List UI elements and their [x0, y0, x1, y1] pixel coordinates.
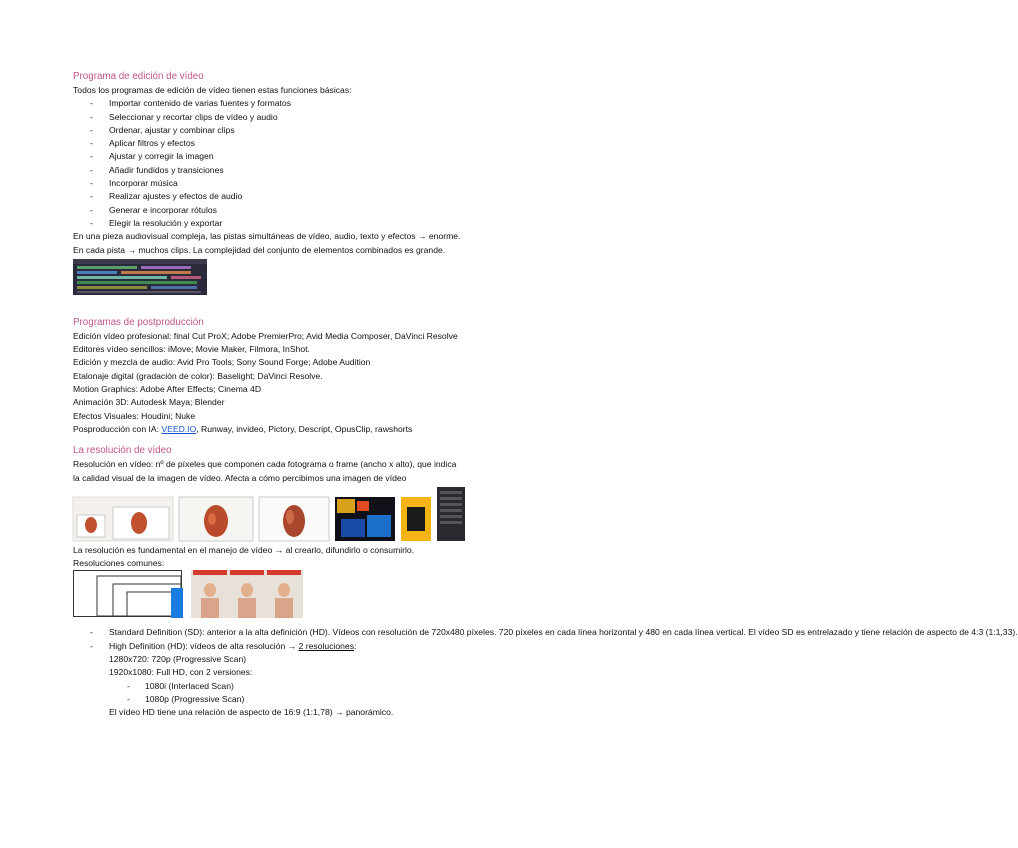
hd-1080-line: 1920x1080: Full HD, con 2 versiones: [109, 667, 253, 678]
hd-prefix: High Definition (HD): vídeos de alta resolución → [109, 640, 299, 651]
list-item: - Elegir la resolución y exportar [73, 217, 543, 230]
paragraph: En cada pista → muchos clips. La complejidad del conjunto de elementos combinados es grande. [73, 244, 446, 255]
resolution-sample-image [179, 497, 253, 541]
paragraph: Motion Graphics: Adobe After Effects; Cinema 4D [73, 384, 262, 395]
paragraph: Efectos Visuales: Houdini; Nuke [73, 410, 196, 421]
hd-720-line: 1280x720: 720p (Progressive Scan) [109, 654, 247, 665]
editing-timeline-image [73, 259, 207, 295]
hd-resolutions-link: 2 resoluciones [298, 640, 355, 651]
list-item-sd: - Standard Definition (SD): anterior a la alta definición (HD). Vídeos con resolución de 720x480 píxeles. 720 píxeles en cada línea horizontal y 480 en cada línea vertical. El vídeo SD es entrelazado y tiene relación de aspecto de 4:3 (1:1,33). [73, 626, 507, 639]
ai-suffix: , Runway, invideo, Pictory, Descript, OpusClip, rawshorts [196, 423, 413, 434]
section-title-editing: Programa de edición de vídeo [73, 71, 204, 82]
paragraph-ai [73, 423, 543, 436]
paragraph: Animación 3D: Autodesk Maya; Blender [73, 397, 225, 408]
hd-suffix: : [354, 640, 357, 651]
list-item-hd [73, 640, 543, 653]
hd-1080i-item: - 1080i (Interlaced Scan) [73, 680, 543, 693]
document-page [73, 70, 1018, 720]
resolution-images-row [73, 487, 543, 541]
paragraph: La resolución es fundamental en el manejo de vídeo → al crearlo, difundirlo o consumirlo. [73, 544, 415, 555]
list-item: - Seleccionar y recortar clips de vídeo y audio [73, 111, 543, 124]
resolution-portraits-image [191, 570, 303, 618]
list-item: - Ajustar y corregir la imagen [73, 150, 543, 163]
list-item: - Aplicar filtros y efectos [73, 137, 543, 150]
paragraph: la calidad visual de la imagen de vídeo. Afecta a cómo percibimos una imagen de vídeo [73, 472, 407, 483]
resolution-frame-diagram [73, 570, 183, 618]
veed-link[interactable]: VEED.IO [161, 423, 197, 434]
list-item: - Ordenar, ajustar y combinar clips [73, 124, 543, 137]
hd-1080p-item: - 1080p (Progressive Scan) [73, 693, 543, 706]
section-title-resolution: La resolución de vídeo [73, 445, 172, 457]
paragraph: Editores vídeo sencillos: iMove; Movie Maker, Filmora, InShot. [73, 344, 310, 355]
common-resolutions-images [73, 570, 543, 618]
hd-aspect-line: El vídeo HD tiene una relación de aspecto de 16:9 (1:1,78) → panorámico. [109, 707, 394, 718]
list-item: - Generar e incorporar rótulos [73, 204, 543, 217]
paragraph: En una pieza audiovisual compleja, las pistas simultáneas de vídeo, audio, texto y efectos → enorme. [73, 231, 461, 242]
list-item: - Incorporar música [73, 177, 543, 190]
paragraph: Resolución en vídeo: nº de píxeles que componen cada fotograma o frame (ancho x alto), que indica [73, 459, 457, 470]
resolution-sample-image [437, 487, 465, 541]
paragraph: Edición vídeo profesional: final Cut ProX; Adobe PremierPro; Avid Media Composer, DaVinci Resolve [73, 330, 458, 341]
intro-text: Todos los programas de edición de vídeo tienen estas funciones básicas: [73, 85, 352, 95]
list-item: - Importar contenido de varias fuentes y formatos [73, 97, 543, 110]
section-title-postproduction: Programas de postproducción [73, 316, 204, 328]
paragraph: Etalonaje digital (gradación de color): Baselight; DaVinci Resolve. [73, 370, 323, 381]
list-item: - Añadir fundidos y transiciones [73, 164, 543, 177]
resolution-sample-image [401, 497, 431, 541]
resolution-sample-image [259, 497, 329, 541]
paragraph: Edición y mezcla de audio: Avid Pro Tools; Sony Sound Forge; Adobe Audition [73, 357, 371, 368]
paragraph: Resoluciones comunes: [73, 558, 165, 569]
ai-prefix: Posproducción con IA: [73, 423, 162, 434]
functions-list [73, 97, 543, 230]
list-item: - Realizar ajustes y efectos de audio [73, 190, 543, 203]
resolution-sample-image [73, 497, 173, 541]
resolution-sample-image [335, 497, 395, 541]
